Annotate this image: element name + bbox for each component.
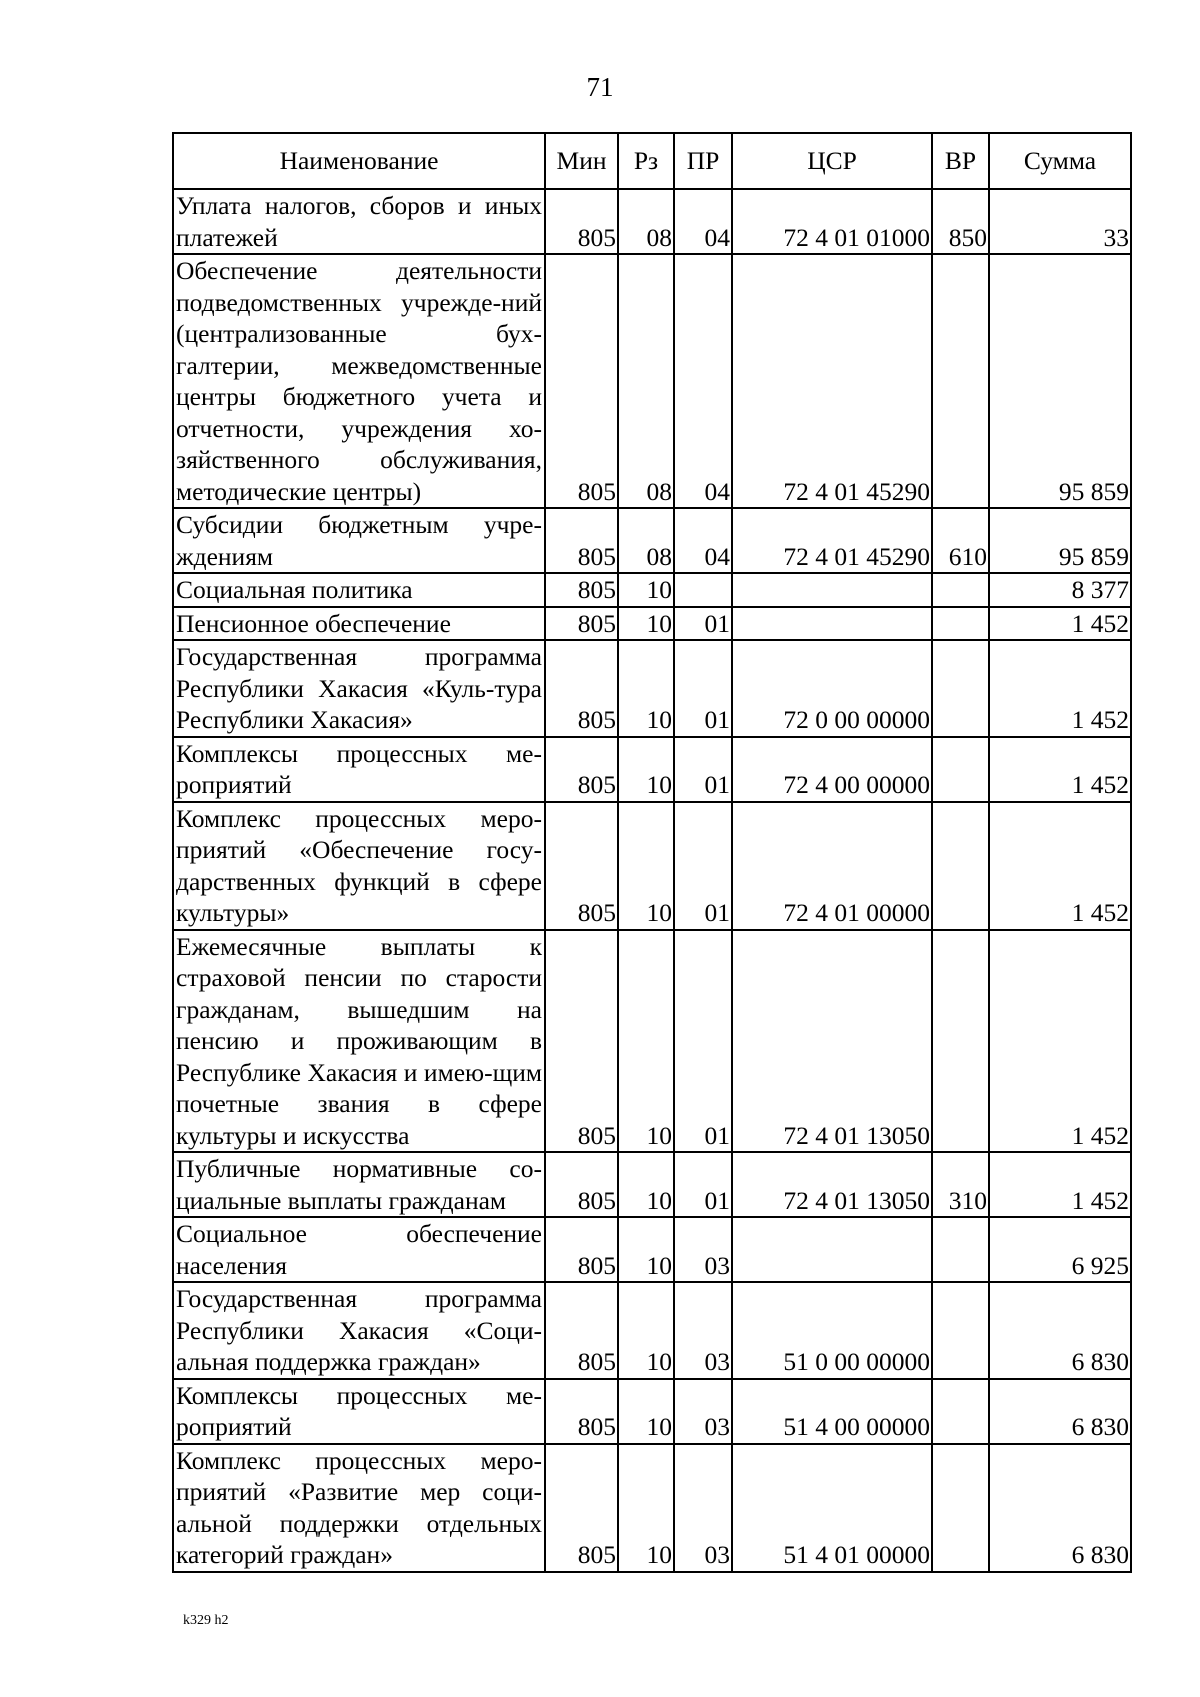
table-header-row [173, 133, 1131, 189]
cell-csr: 72 4 01 13050 [732, 1152, 932, 1217]
cell-sum: 6 830 [989, 1282, 1131, 1379]
cell-vr [932, 573, 989, 607]
table-row [173, 1152, 1131, 1217]
cell-csr [732, 573, 932, 607]
cell-sum: 1 452 [989, 802, 1131, 930]
cell-sum: 1 452 [989, 1152, 1131, 1217]
cell-rz: 08 [618, 189, 674, 254]
cell-csr: 51 4 00 00000 [732, 1379, 932, 1444]
cell-csr: 51 0 00 00000 [732, 1282, 932, 1379]
page-number: 71 [586, 72, 614, 102]
cell-sum: 8 377 [989, 573, 1131, 607]
cell-csr: 72 4 00 00000 [732, 737, 932, 802]
cell-name: Комплекс процессных меро-приятий «Обеспечение госу-дарственных функций в сфере культуры» [173, 802, 545, 930]
cell-min: 805 [545, 254, 618, 508]
cell-pr: 01 [674, 640, 732, 737]
cell-vr [932, 254, 989, 508]
cell-pr: 04 [674, 189, 732, 254]
cell-vr [932, 930, 989, 1153]
cell-min: 805 [545, 930, 618, 1153]
cell-name: Уплата налогов, сборов и иных платежей [173, 189, 545, 254]
table-row [173, 573, 1131, 607]
cell-sum: 33 [989, 189, 1131, 254]
cell-pr: 03 [674, 1379, 732, 1444]
cell-name: Ежемесячные выплаты к страховой пенсии по старости гражданам, вышедшим на пенсию и проживающим в Республике Хакасия и имею-щим почетные звания в сфере культуры и искусства [173, 930, 545, 1153]
cell-name: Социальное обеспечение населения [173, 1217, 545, 1282]
cell-rz: 08 [618, 508, 674, 573]
cell-name: Государственная программа Республики Хакасия «Соци-альная поддержка граждан» [173, 1282, 545, 1379]
cell-sum: 1 452 [989, 737, 1131, 802]
cell-min: 805 [545, 1217, 618, 1282]
cell-sum: 1 452 [989, 930, 1131, 1153]
table-row [173, 189, 1131, 254]
cell-vr: 610 [932, 508, 989, 573]
cell-rz: 10 [618, 1217, 674, 1282]
cell-name: Публичные нормативные со-циальные выплаты гражданам [173, 1152, 545, 1217]
header-rz: Рз [618, 133, 674, 189]
document-code: k329 h2 [183, 1613, 229, 1628]
cell-pr: 04 [674, 508, 732, 573]
table-row [173, 737, 1131, 802]
cell-name: Социальная политика [173, 573, 545, 607]
budget-table [172, 132, 1132, 1573]
cell-min: 805 [545, 189, 618, 254]
table-row [173, 607, 1131, 641]
cell-pr: 03 [674, 1217, 732, 1282]
cell-sum: 95 859 [989, 254, 1131, 508]
cell-min: 805 [545, 737, 618, 802]
cell-rz: 10 [618, 802, 674, 930]
cell-sum: 1 452 [989, 607, 1131, 641]
cell-csr: 72 0 00 00000 [732, 640, 932, 737]
cell-min: 805 [545, 1379, 618, 1444]
cell-min: 805 [545, 1282, 618, 1379]
cell-rz: 10 [618, 1444, 674, 1572]
cell-min: 805 [545, 1444, 618, 1572]
table-row [173, 508, 1131, 573]
table-row [173, 254, 1131, 508]
cell-csr: 72 4 01 45290 [732, 254, 932, 508]
cell-csr [732, 607, 932, 641]
header-pr: ПР [674, 133, 732, 189]
cell-vr [932, 737, 989, 802]
cell-rz: 10 [618, 1282, 674, 1379]
table-row [173, 802, 1131, 930]
cell-min: 805 [545, 573, 618, 607]
cell-vr [932, 1379, 989, 1444]
cell-csr [732, 1217, 932, 1282]
cell-sum: 6 925 [989, 1217, 1131, 1282]
header-sum: Сумма [989, 133, 1131, 189]
cell-name: Комплексы процессных ме-роприятий [173, 1379, 545, 1444]
cell-sum: 6 830 [989, 1379, 1131, 1444]
table-row [173, 1379, 1131, 1444]
cell-sum: 6 830 [989, 1444, 1131, 1572]
cell-min: 805 [545, 1152, 618, 1217]
cell-rz: 10 [618, 930, 674, 1153]
cell-pr: 01 [674, 802, 732, 930]
cell-pr: 03 [674, 1282, 732, 1379]
cell-rz: 10 [618, 607, 674, 641]
cell-name: Обеспечение деятельности подведомственных учрежде-ний (централизованные бух-галтерии, межведомственные центры бюджетного учета и отчетности, учреждения хо-зяйственного обслуживания, методические центры) [173, 254, 545, 508]
cell-pr: 01 [674, 607, 732, 641]
table-row [173, 930, 1131, 1153]
cell-vr: 310 [932, 1152, 989, 1217]
cell-rz: 10 [618, 737, 674, 802]
cell-min: 805 [545, 802, 618, 930]
cell-vr: 850 [932, 189, 989, 254]
cell-rz: 10 [618, 1379, 674, 1444]
cell-rz: 10 [618, 1152, 674, 1217]
cell-name: Комплексы процессных ме-роприятий [173, 737, 545, 802]
cell-csr: 72 4 01 45290 [732, 508, 932, 573]
cell-pr: 03 [674, 1444, 732, 1572]
cell-name: Субсидии бюджетным учре-ждениям [173, 508, 545, 573]
cell-pr [674, 573, 732, 607]
cell-min: 805 [545, 508, 618, 573]
table-row [173, 1217, 1131, 1282]
cell-pr: 01 [674, 1152, 732, 1217]
header-vr: ВР [932, 133, 989, 189]
cell-vr [932, 1282, 989, 1379]
cell-csr: 51 4 01 00000 [732, 1444, 932, 1572]
cell-pr: 01 [674, 737, 732, 802]
cell-vr [932, 640, 989, 737]
table-row [173, 640, 1131, 737]
cell-name: Пенсионное обеспечение [173, 607, 545, 641]
cell-pr: 01 [674, 930, 732, 1153]
cell-name: Государственная программа Республики Хакасия «Куль-тура Республики Хакасия» [173, 640, 545, 737]
cell-min: 805 [545, 607, 618, 641]
cell-pr: 04 [674, 254, 732, 508]
cell-sum: 95 859 [989, 508, 1131, 573]
header-min: Мин [545, 133, 618, 189]
header-csr: ЦСР [732, 133, 932, 189]
table-row [173, 1282, 1131, 1379]
cell-min: 805 [545, 640, 618, 737]
cell-rz: 10 [618, 573, 674, 607]
cell-rz: 08 [618, 254, 674, 508]
cell-csr: 72 4 01 01000 [732, 189, 932, 254]
cell-csr: 72 4 01 13050 [732, 930, 932, 1153]
cell-rz: 10 [618, 640, 674, 737]
cell-sum: 1 452 [989, 640, 1131, 737]
cell-vr [932, 1217, 989, 1282]
cell-vr [932, 1444, 989, 1572]
cell-csr: 72 4 01 00000 [732, 802, 932, 930]
table-row [173, 1444, 1131, 1572]
cell-name: Комплекс процессных меро-приятий «Развитие мер соци-альной поддержки отдельных категорий граждан» [173, 1444, 545, 1572]
header-name: Наименование [173, 133, 545, 189]
cell-vr [932, 802, 989, 930]
cell-vr [932, 607, 989, 641]
